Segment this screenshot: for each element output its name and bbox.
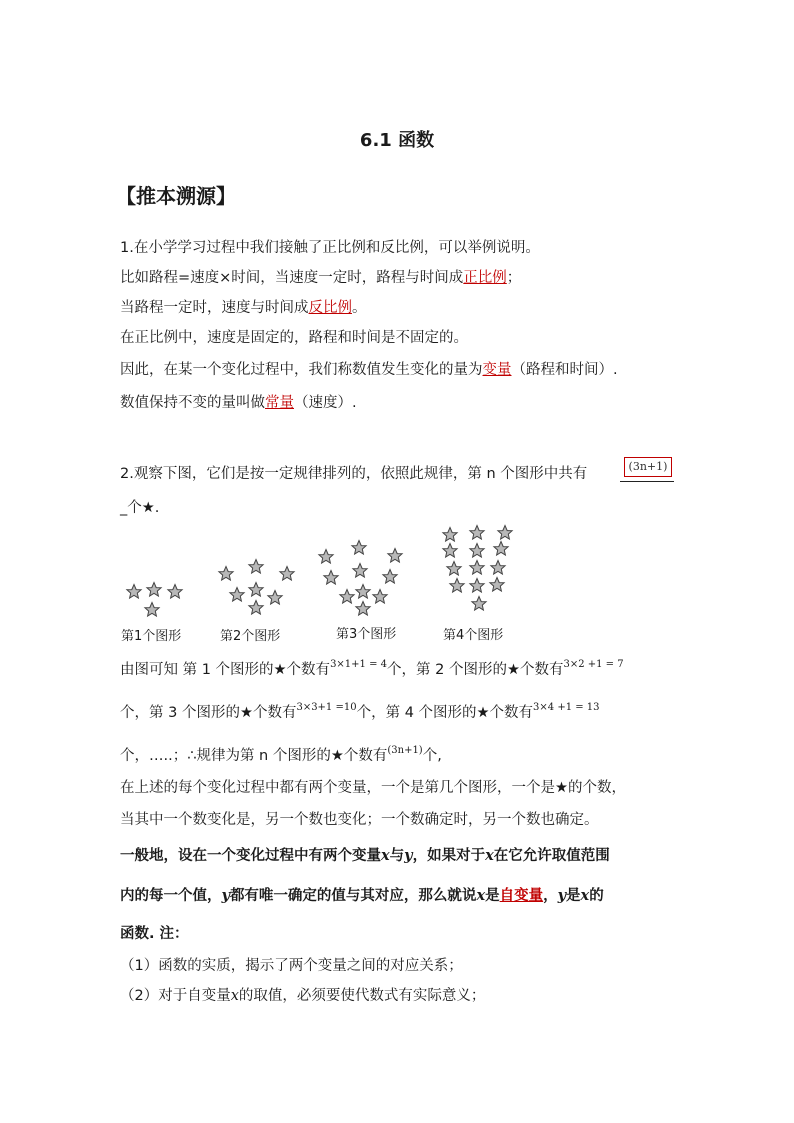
def-2-unique: 都有唯一确定的值与其对应，那么就说 bbox=[229, 888, 477, 904]
star bbox=[450, 579, 464, 593]
formula-figure-4: 3×4 +1 = 13 bbox=[533, 702, 600, 713]
term-inverse-proportion: 反比例 bbox=[308, 300, 352, 316]
formula-figure-3: 3×3+1 =10 bbox=[296, 702, 357, 713]
formula-figure-2: 3×2 +1 = 7 bbox=[563, 659, 624, 670]
figure-label-3: 第3个图形 bbox=[336, 627, 397, 642]
figure-label-2: 第2个图形 bbox=[220, 629, 281, 644]
star bbox=[491, 561, 505, 575]
star bbox=[470, 579, 484, 593]
star bbox=[249, 583, 263, 597]
star bbox=[249, 560, 263, 574]
star bbox=[470, 561, 484, 575]
star bbox=[280, 567, 294, 581]
star bbox=[249, 601, 263, 615]
p1-line-2-text: 比如路程=速度×时间，当速度一定时，路程与时间成 bbox=[120, 270, 464, 286]
def-2-comma: ， bbox=[543, 888, 558, 904]
star bbox=[373, 590, 387, 604]
def-2-text: 内的每一个值， bbox=[120, 888, 222, 904]
solution-line-5: 当其中一个数变化是，另一个数也变化；一个数确定时，另一个数也确定。 bbox=[120, 812, 599, 828]
section-heading: 【推本溯源】 bbox=[116, 184, 236, 208]
star bbox=[470, 544, 484, 558]
p2-question-end: _个★. bbox=[120, 500, 160, 516]
def-2-of: 的 bbox=[589, 888, 604, 904]
solution-3-end: 个, bbox=[422, 748, 442, 764]
page-title: 6.1 函数 bbox=[359, 130, 435, 151]
solution-line-4: 在上述的每个变化过程中都有两个变量，一个是第几个图形，一个是★的个数， bbox=[120, 780, 626, 796]
star bbox=[145, 603, 159, 617]
star bbox=[147, 583, 161, 597]
p1-line-3-end: 。 bbox=[352, 300, 367, 316]
star bbox=[356, 585, 370, 599]
def-1-and: 与 bbox=[389, 848, 405, 864]
solution-2-text-b: 个，第 4 个图形的★个数有 bbox=[356, 705, 534, 721]
star bbox=[127, 585, 141, 599]
star bbox=[168, 585, 182, 599]
solution-line-2 bbox=[120, 703, 600, 725]
star bbox=[472, 597, 486, 611]
var-y: y bbox=[221, 887, 230, 904]
star bbox=[340, 590, 354, 604]
term-variable: 变量 bbox=[482, 362, 512, 378]
star bbox=[494, 542, 508, 556]
star bbox=[388, 549, 402, 563]
solution-3-text: 个，…..；∴规律为第 n 个图形的★个数有 bbox=[120, 748, 388, 764]
star bbox=[352, 541, 366, 555]
def-2-is: 是 bbox=[485, 888, 500, 904]
solution-line-3 bbox=[120, 746, 442, 768]
star bbox=[356, 602, 370, 616]
p1-line-4: 在正比例中，速度是固定的，路程和时间是不固定的。 bbox=[120, 330, 468, 346]
var-x: x bbox=[580, 887, 590, 904]
star bbox=[353, 564, 367, 578]
solution-line-1 bbox=[120, 660, 624, 682]
note-2 bbox=[120, 986, 485, 1006]
star bbox=[443, 528, 457, 542]
definition-line-2 bbox=[120, 886, 604, 906]
star bbox=[319, 550, 333, 564]
star bbox=[219, 567, 233, 581]
definition-line-1 bbox=[120, 846, 610, 866]
p1-line-2-end: ； bbox=[506, 270, 522, 286]
def-1-range: 在它允许取值范围 bbox=[493, 848, 610, 864]
p1-line-5-text: 因此，在某一个变化过程中，我们称数值发生变化的量为 bbox=[120, 362, 483, 378]
star bbox=[443, 544, 457, 558]
star bbox=[230, 588, 244, 602]
formula-general: (3n+1) bbox=[387, 745, 423, 756]
term-direct-proportion: 正比例 bbox=[463, 270, 507, 286]
var-x: x bbox=[476, 887, 486, 904]
var-x: x bbox=[230, 988, 239, 1004]
star bbox=[490, 578, 504, 592]
star bbox=[498, 526, 512, 540]
note-1: （1）函数的实质，揭示了两个变量之间的对应关系； bbox=[120, 958, 463, 974]
def-1-if: ，如果对于 bbox=[412, 848, 486, 864]
term-constant: 常量 bbox=[265, 395, 294, 411]
figure-label-4: 第4个图形 bbox=[443, 628, 504, 643]
note-2-end: 的取值，必须要使代数式有实际意义； bbox=[238, 988, 486, 1004]
answer-box: (3n+1) bbox=[624, 457, 672, 477]
p1-line-3-text: 当路程一定时，速度与时间成 bbox=[120, 300, 309, 316]
var-x: x bbox=[485, 847, 494, 864]
definition-line-3: 函数. 注： bbox=[120, 926, 189, 942]
star bbox=[268, 591, 282, 605]
var-y: y bbox=[404, 847, 413, 864]
star bbox=[470, 526, 484, 540]
p2-question: 2.观察下图，它们是按一定规律排列的，依照此规律，第 n 个图形中共有 bbox=[120, 466, 588, 482]
term-independent-variable: 自变量 bbox=[499, 888, 544, 904]
p1-line-6-text: 数值保持不变的量叫做 bbox=[120, 395, 265, 411]
figure-2-stars bbox=[219, 560, 294, 615]
star bbox=[447, 562, 461, 576]
var-x: x bbox=[381, 847, 390, 864]
def-2-is-b: 是 bbox=[566, 888, 581, 904]
figure-1-stars bbox=[127, 583, 182, 617]
p1-line-5-end: （路程和时间）. bbox=[511, 362, 618, 378]
solution-2-text: 个，第 3 个图形的★个数有 bbox=[120, 705, 297, 721]
p1-line-6-end: （速度）. bbox=[294, 395, 357, 411]
def-1-text: 一般地，设在一个变化过程中有两个变量 bbox=[120, 848, 381, 864]
figure-label-1: 第1个图形 bbox=[121, 629, 182, 644]
var-y: y bbox=[557, 887, 567, 904]
star bbox=[324, 571, 338, 585]
figure-4-stars bbox=[443, 526, 512, 611]
solution-1-text-b: 个，第 2 个图形的★个数有 bbox=[387, 662, 564, 678]
p1-line-1: 1.在小学学习过程中我们接触了正比例和反比例，可以举例说明。 bbox=[120, 240, 540, 256]
star bbox=[383, 570, 397, 584]
figure-3-stars bbox=[319, 541, 402, 616]
formula-figure-1: 3×1+1 = 4 bbox=[330, 659, 388, 670]
note-2-text: （2）对于自变量 bbox=[120, 988, 231, 1004]
solution-1-text: 由图可知 第 1 个图形的★个数有 bbox=[120, 662, 331, 678]
